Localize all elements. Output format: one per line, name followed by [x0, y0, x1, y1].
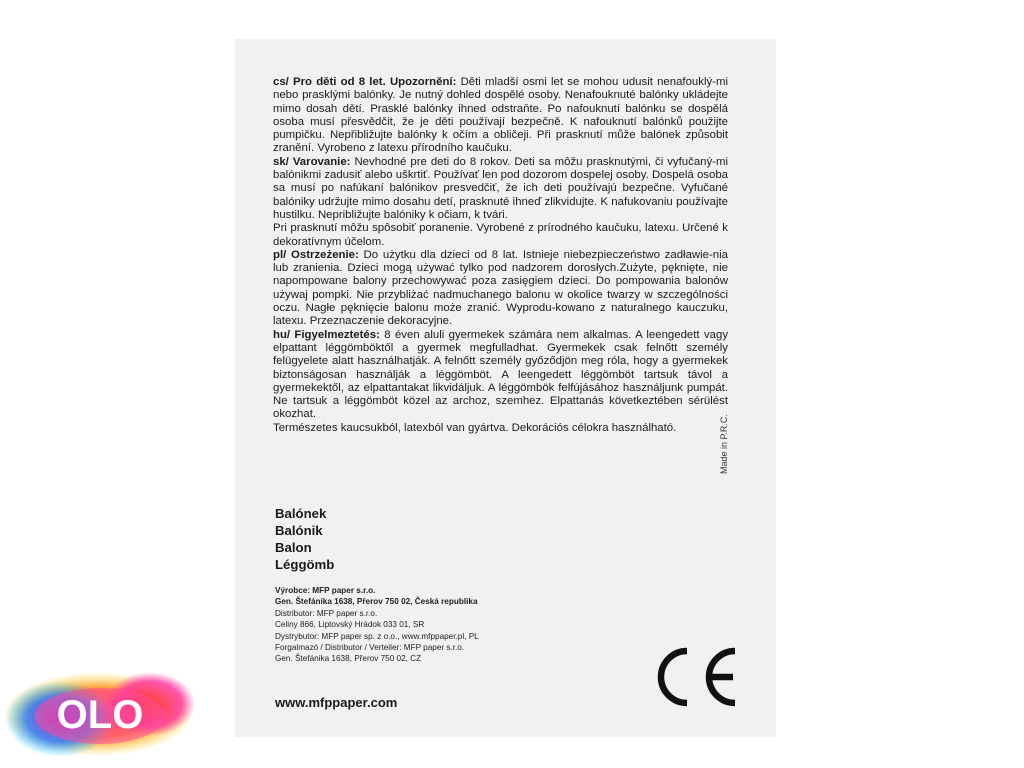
- product-label-card: [235, 39, 776, 737]
- address-line-dystrybutor: Dystrybutor: MFP paper sp. z o.o., www.mfppaper.pl, PL: [275, 631, 479, 641]
- address-line-distributor: Distributor: MFP paper s.r.o.: [275, 608, 378, 618]
- warning-hu-extra: Természetes kaucsukból, latexból van gyártva. Dekorációs célokra használható.: [273, 421, 677, 434]
- warning-cs: [273, 76, 728, 156]
- product-name-cs: Balónek: [275, 506, 327, 521]
- made-in-label: Made in P.R.C.: [719, 414, 729, 474]
- warning-pl: [273, 249, 728, 329]
- product-name-hu: Léggömb: [275, 557, 335, 572]
- address-line-manufacturer-street: Gen. Štefánika 1638, Přerov 750 02, Česká republika: [275, 597, 478, 607]
- warning-cs-heading: cs/ Pro děti od 8 let. Upozornění:: [273, 76, 457, 88]
- product-name-sk: Balónik: [275, 523, 323, 538]
- website-url: www.mfppaper.com: [275, 695, 398, 710]
- warning-sk-extra: Pri prasknutí môžu spôsobiť poranenie. Vyrobené z prírodného kaučuku, latexu. Určené k dekoratívnym účelom.: [273, 222, 728, 248]
- ce-mark-icon: [647, 645, 739, 709]
- manufacturer-address: [275, 585, 479, 665]
- warning-hu: [273, 329, 728, 422]
- address-line-distributor-street: Celiny 866, Liptovský Hrádok 033 01, SR: [275, 620, 425, 630]
- warning-text-block: [273, 76, 728, 435]
- product-name-pl: Balon: [275, 540, 312, 555]
- warning-sk-heading: sk/ Varovanie:: [273, 155, 351, 168]
- address-line-forgalmazo-street: Gen. Štefánika 1638, Přerov 750 02, CZ: [275, 654, 422, 664]
- warning-hu-text: 8 éven aluli gyermekek számára nem alkalmas. A leengedett vagy elpattant léggömböktől a gyermek megfulladhat. Gyermekek csak felnőtt személy felügyelete alatt használhatják. A felnőtt személy győződjön meg róla, hogy a gyermekek biztonságosan használják a léggömböt. A leengedett léggömböt tartsuk távol a gyermekektől, az elpattantakat likvidáljuk. A léggömbök felfújásához használjunk pumpát. Ne tartsuk a léggömböt közel az archoz, szemhez. Elpattanás következtében sérülést okozhat.: [273, 328, 729, 421]
- warning-pl-text: Do użytku dla dzieci od 8 lat. Istnieje niebezpieczeństwo zadławie-nia lub zranienia. Dzieci mogą używać tylko pod nadzorem dorosłych.Zużyte, pęknięte, nie napompowane balony przechowywać poza zasięgiem dzieci. Do pompowania balonów używaj pompki. Nie przybliżać nadmuchanego balonu w okolice twarzy w szczególności oczu. Nagłe pęknięcie balonu może zranić. Wyprodu-kowano z naturalnego kauczuku, latexu. Przeznaczenie dekoracyjne.: [273, 248, 728, 328]
- product-names: [275, 505, 334, 573]
- olo-logo-icon: [0, 664, 200, 764]
- address-line-manufacturer: Výrobce: MFP paper s.r.o.: [275, 586, 376, 595]
- address-line-forgalmazo: Forgalmazó / Distributor / Verteiler: MFP paper s.r.o.: [275, 643, 465, 653]
- olo-logo-text: OLO: [56, 693, 144, 737]
- warning-sk-text: Nevhodné pre deti do 8 rokov. Deti sa môžu prasknutými, či vyfučaný-mi balónikmi zadusiť alebo uškrtiť. Používať len pod dozorom dospelej osoby. Dospelá osoba sa musí po nafúkaní balónikov presvedčiť, že ich deti používajú bezpečne. Vyfučané balóniky udržujte mimo dosahu detí, prasknuté ihneď zlikvidujte. K nafukovaniu používajte hustilku. Nepribližujte balóniky k očiam, k tvári.: [273, 155, 728, 221]
- warning-pl-heading: pl/ Ostrzeżenie:: [273, 248, 359, 261]
- warning-hu-heading: hu/ Figyelmeztetés:: [273, 328, 380, 341]
- warning-cs-text: Děti mladší osmi let se mohou udusit nenafouklý-mi nebo prasklými balónky. Je nutný dohled dospělé osoby. Nenafouknuté balónky ukládejte mimo dosah dětí. Prasklé balónky ihned odstraňte. Po nafouknutí balónku se dospělá osoba musí přesvědčit, že je děti používají bezpečně. K nafouknutí balónků použijte pumpičku. Nepřibližujte balónky k očím a obličeji. Při prasknutí může balónek způsobit zranění. Vyrobeno z latexu přírodního kaučuku.: [273, 76, 728, 155]
- warning-sk: [273, 156, 728, 222]
